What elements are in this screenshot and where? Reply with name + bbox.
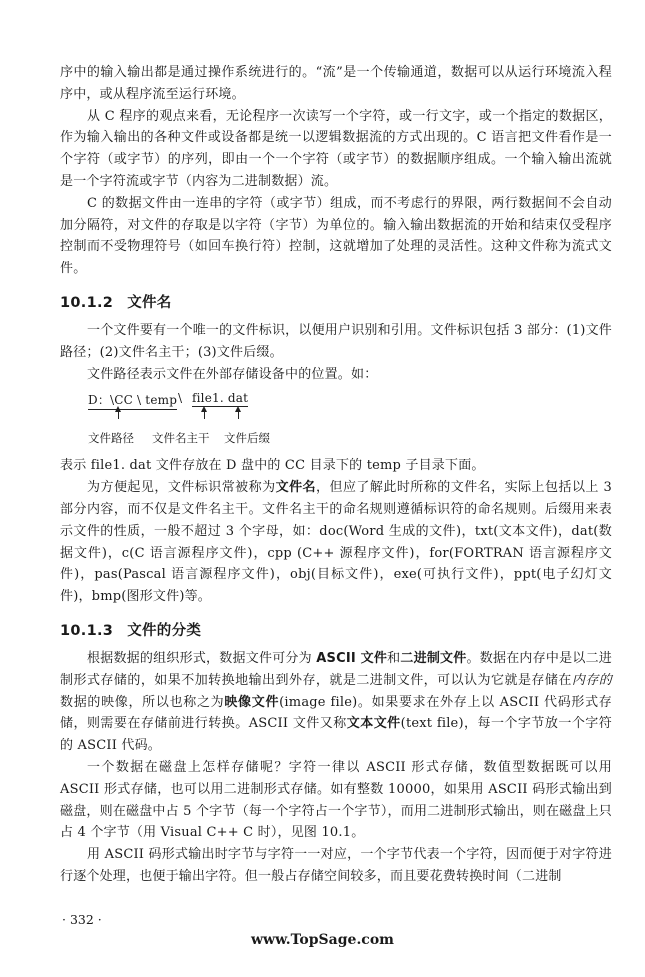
text-run: 为方便起见，文件标识常被称为 bbox=[87, 480, 276, 496]
bold-term: 映像文件 bbox=[224, 694, 280, 710]
bold-term: 文本文件 bbox=[346, 716, 401, 732]
arrow-up-icon bbox=[118, 408, 119, 419]
text-run: ，但应了解此时所称的文件名，实际上包括以上 3 部分内容，而不仅是文件名主干。文件名主干的命名规则遵循标识符的命名规则。后缀用来表示文件的性质，一般不超过 3 个字母，如：doc(Word 生成的文件)，txt(文本文件)，dat(数据文件)，c(C 语言源程序文件)，cpp (C++ 源程序文件)，for(FORTRAN 语言源程序文件)，pas(Pascal 语言源程序文件)，obj(目标文件)，exe(可执行文件)，ppt(电子幻灯文件)，bmp(图形文件)等。 bbox=[60, 480, 612, 605]
page-number: · 332 · bbox=[62, 912, 102, 927]
paragraph-path-meaning: 表示 file1. dat 文件存放在 D 盘中的 CC 目录下的 temp 子目录下面。 bbox=[60, 458, 485, 474]
section-number: 10.1.3 bbox=[60, 622, 114, 639]
section-heading-file-name bbox=[60, 291, 612, 312]
bold-term: 二进制文件 bbox=[400, 650, 467, 666]
paragraph-disk-storage: 一个数据在磁盘上怎样存储呢？字符一律以 ASCII 形式存储，数值型数据既可以用 ASCII 形式存储，也可以用二进制形式存储。如有整数 10000，如果用 ASCII 码形式输出到磁盘，则在磁盘中占 5 个字节（每一个字符占一个字节），而用二进制形式输出，则在磁盘上只占 4 个字节（用 Visual C++ C 时），见图 10.1。 bbox=[60, 759, 612, 841]
text-run: 和 bbox=[387, 650, 401, 666]
document-page bbox=[60, 62, 612, 888]
paragraph-stream-file: C 的数据文件由一连串的字符（或字节）组成，而不考虑行的界限，两行数据间不会自动加分隔符，对文件的存取是以字符（字节）为单位的。输入输出数据流的开始和结束仅受程序控制而不受物理符号（如回车换行符）控制，这就增加了处理的灵活性。这种文件称为流式文件。 bbox=[60, 195, 612, 277]
footer-watermark: www.TopSage.com bbox=[251, 932, 394, 948]
text-run: 。数据在内存中是以二进制形式存储的，如果不加转换地输出到外存，就是二进制文件，可以认为它就是存储在 bbox=[60, 650, 613, 688]
label-file-stem: 文件名主干 bbox=[152, 431, 210, 446]
text-run: (image file)。如果要求在外存上以 ASCII 代码形式存储，则需要在存储前进行转换。ASCII 文件又称 bbox=[60, 694, 612, 732]
path-segment: D：\CC \ temp bbox=[88, 391, 177, 410]
paragraph-c-view: 从 C 程序的观点来看，无论程序一次读写一个字符，或一行文字，或一个指定的数据区，作为输入输出的各种文件或设备都是统一以逻辑数据流的方式出现的。C 语言把文件看作是一个字符（或字节）的序列，即由一个一个字符（或字节）的数据顺序组成。一个输入输出流就是一个字符流或字节（内容为二进制数据）流。 bbox=[60, 108, 612, 189]
section-heading-file-types bbox=[60, 619, 612, 640]
text-run: 数据的映像，所以也称之为 bbox=[60, 694, 225, 710]
section-title: 文件的分类 bbox=[127, 622, 202, 639]
paragraph-stream-intro: 序中的输入输出都是通过操作系统进行的。“流”是一个传输通道，数据可以从运行环境流入程序中，或从程序流至运行环境。 bbox=[60, 65, 612, 102]
bold-term: ASCII 文件 bbox=[316, 650, 388, 666]
text-run: 根据数据的组织形式，数据文件可分为 bbox=[87, 650, 317, 666]
file-path-diagram bbox=[88, 389, 612, 453]
paragraph-file-path: 文件路径表示文件在外部存储设备中的位置。如： bbox=[87, 366, 378, 382]
label-file-suffix: 文件后缀 bbox=[224, 431, 270, 446]
path-separator: \ bbox=[178, 391, 183, 406]
label-file-path: 文件路径 bbox=[88, 431, 134, 446]
paragraph-ascii-binary bbox=[60, 648, 612, 757]
bold-term: 文件名 bbox=[275, 480, 317, 496]
text-run: (text file)，每一个字节放一个字符的 ASCII 代码。 bbox=[60, 716, 612, 754]
file-name-segment: file1. dat bbox=[192, 391, 249, 406]
paragraph-file-identifier: 一个文件要有一个唯一的文件标识，以便用户识别和引用。文件标识包括 3 部分：(1)文件路径；(2)文件名主干；(3)文件后缀。 bbox=[60, 322, 612, 360]
paragraph-ascii-output: 用 ASCII 码形式输出时字节与字符一一对应，一个字节代表一个字符，因而便于对字符进行逐个处理，也便于输出字符。但一般占存储空间较多，而且要花费转换时间（二进制 bbox=[60, 847, 612, 884]
paragraph-file-name-rules bbox=[60, 477, 612, 608]
section-title: 文件名 bbox=[127, 294, 172, 311]
arrow-up-icon bbox=[238, 408, 239, 419]
italic-term: 内存的 bbox=[571, 672, 612, 688]
section-number: 10.1.2 bbox=[60, 294, 114, 311]
arrow-up-icon bbox=[204, 408, 205, 419]
